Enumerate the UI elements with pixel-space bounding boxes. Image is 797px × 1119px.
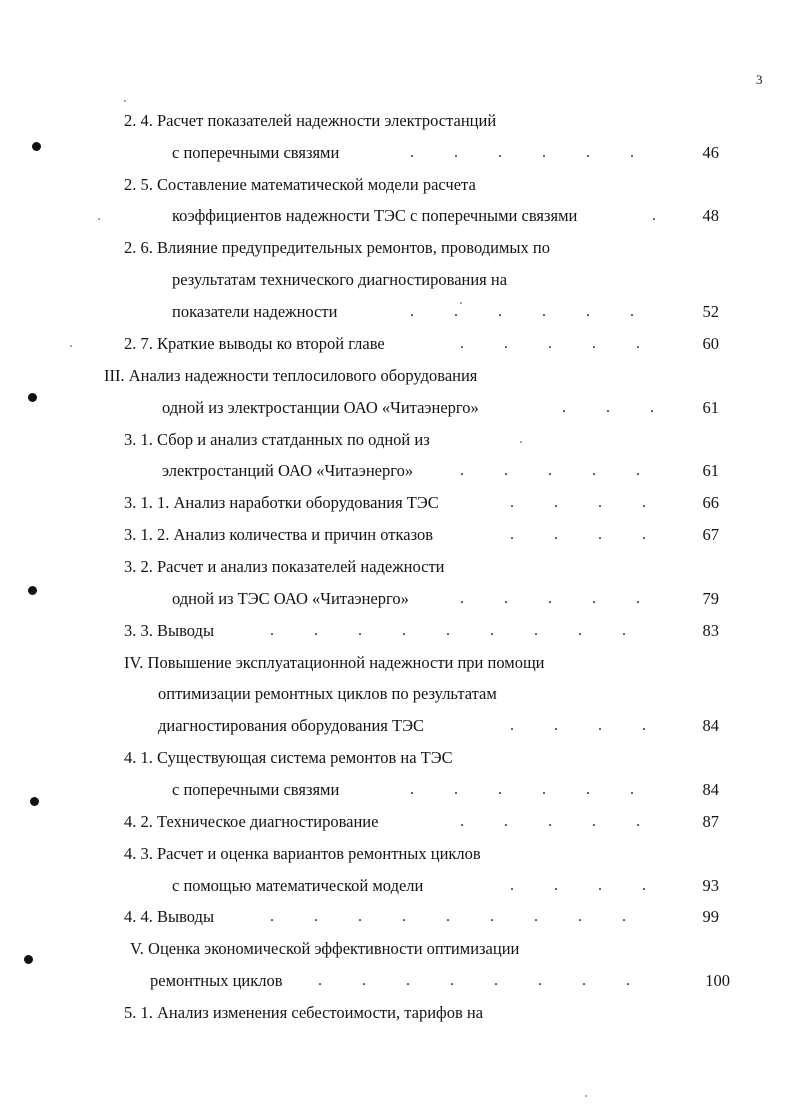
toc-entry: 5. 1. Анализ изменения себестоимости, тарифов на [124,1003,484,1022]
dot-leader: . . . . . . [410,144,634,161]
dot-leader: . . . . [510,526,646,543]
dot-leader: . . . . [510,717,646,734]
toc-entry: ремонтных циклов [150,971,283,990]
toc-page-number: 61 [702,461,719,480]
toc-page-number: 60 [702,334,719,353]
dot-leader: . [652,207,656,224]
toc-entry: 3. 1. 2. Анализ количества и причин отказов [124,525,434,544]
toc-entry: 3. 1. 1. Анализ наработки оборудования ТЭС [124,493,439,512]
toc-entry: 3. 3. Выводы [124,621,215,640]
dot-leader: . . . . [510,494,646,511]
toc-page-number: 66 [702,493,719,512]
toc-entry: III. Анализ надежности теплосилового оборудования [104,366,478,385]
punch-hole-mark [30,797,39,806]
punch-hole-mark [24,955,33,964]
toc-page-number: 100 [705,971,730,990]
page-number: 3 [756,72,763,87]
toc-entry: с поперечными связями [172,143,340,162]
toc-page-number: 48 [702,206,719,225]
toc-page-number: 93 [702,876,719,895]
toc-page-number: 83 [702,621,719,640]
toc-entry: оптимизации ремонтных циклов по результатам [158,684,497,703]
dot-leader: . . . . . [460,462,640,479]
toc-entry: диагностирования оборудования ТЭС [158,716,424,735]
toc-entry: IV. Повышение эксплуатационной надежности при помощи [124,653,545,672]
toc-page-number: 46 [702,143,719,162]
toc-entry: одной из ТЭС ОАО «Читаэнерго» [172,589,409,608]
toc-entry: с помощью математической модели [172,876,424,895]
scan-speck [124,100,126,102]
scan-speck [585,1095,587,1097]
punch-hole-mark [28,393,37,402]
toc-entry: 2. 4. Расчет показателей надежности электростанций [124,111,497,130]
punch-hole-mark [32,142,41,151]
toc-entry: V. Оценка экономической эффективности оптимизации [130,939,520,958]
toc-page-number: 52 [702,302,719,321]
toc-entry: 4. 1. Существующая система ремонтов на ТЭС [124,748,453,767]
dot-leader: . . . . . . [410,303,634,320]
dot-leader: . . . . . [460,813,640,830]
toc-page-number: 67 [702,525,719,544]
toc-entry: 4. 2. Техническое диагностирование [124,812,379,831]
dot-leader: . . . [562,399,654,416]
toc-entry: показатели надежности [172,302,338,321]
toc-page-number: 99 [702,907,719,926]
toc-entry: 3. 1. Сбор и анализ статданных по одной из [124,430,430,449]
dot-leader: . . . . . . . . . [270,908,626,925]
toc-entry: одной из электростанции ОАО «Читаэнерго» [162,398,479,417]
toc-entry: 3. 2. Расчет и анализ показателей надежности [124,557,445,576]
toc-entry: 2. 7. Краткие выводы ко второй главе [124,334,385,353]
toc-page-number: 84 [702,780,719,799]
toc-page-number: 87 [702,812,719,831]
toc-entry: результатам технического диагностирования на [172,270,508,289]
toc-page-number: 79 [702,589,719,608]
scan-speck [98,218,100,220]
dot-leader: . . . . . [460,335,640,352]
scan-speck [70,345,72,347]
toc-entry: 4. 4. Выводы [124,907,215,926]
toc-entry: 2. 6. Влияние предупредительных ремонтов, проводимых по [124,238,550,257]
toc-entry: 4. 3. Расчет и оценка вариантов ремонтных циклов [124,844,481,863]
punch-hole-mark [28,586,37,595]
toc-entry: с поперечными связями [172,780,340,799]
toc-entry: 2. 5. Составление математической модели расчета [124,175,476,194]
toc-page-number: 61 [702,398,719,417]
dot-leader: . . . . . . . . . [270,622,626,639]
dot-leader: . . . . . [460,590,640,607]
dot-leader: . . . . [510,877,646,894]
toc-entry: коэффициентов надежности ТЭС с поперечными связями [172,206,578,225]
dot-leader: . . . . . . . . [318,972,630,989]
toc-page-number: 84 [702,716,719,735]
dot-leader: . . . . . . [410,781,634,798]
scan-speck [520,441,522,443]
toc-entry: электростанций ОАО «Читаэнерго» [162,461,414,480]
